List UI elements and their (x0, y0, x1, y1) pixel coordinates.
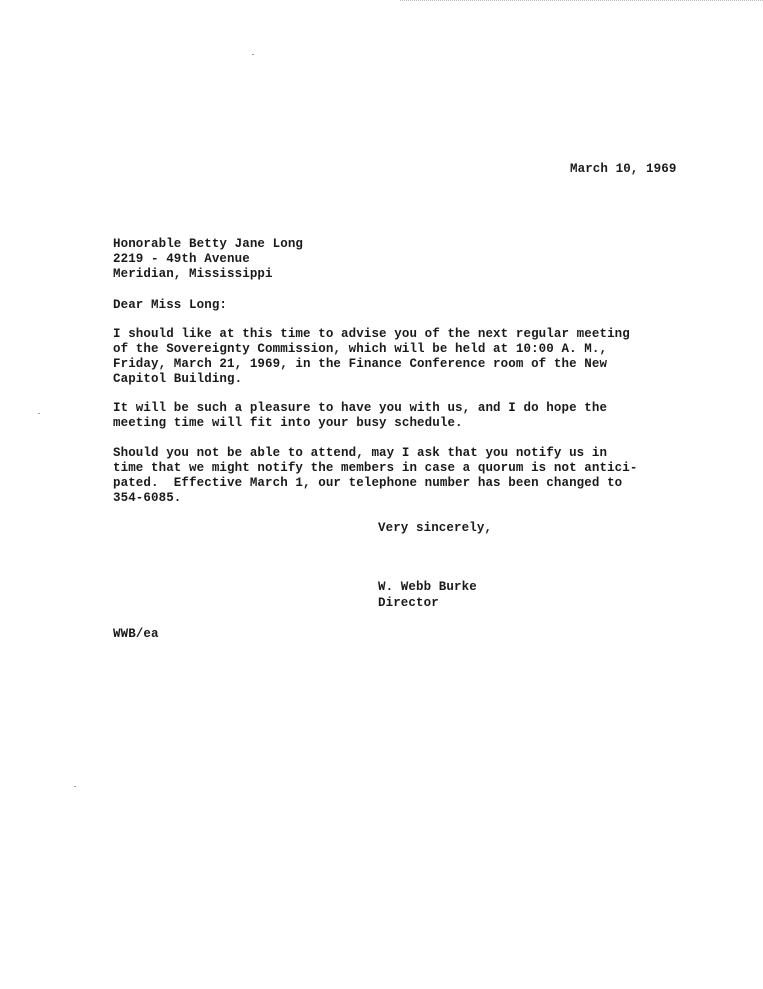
signer-title: Director (378, 596, 439, 610)
paragraph-3-line: Should you not be able to attend, may I ask that you notify us in (113, 446, 608, 460)
paragraph-1-line: I should like at this time to advise you of the next regular meeting (113, 327, 630, 341)
letter-date: March 10, 1969 (570, 162, 677, 176)
paragraph-1-line: Friday, March 21, 1969, in the Finance Conference room of the New (113, 357, 608, 371)
recipient-street: 2219 - 49th Avenue (113, 252, 250, 266)
scan-speck (38, 413, 40, 414)
page-edge-dots (400, 0, 763, 1)
recipient-city: Meridian, Mississippi (113, 267, 273, 281)
paragraph-2-line: meeting time will fit into your busy schedule. (113, 416, 463, 430)
salutation: Dear Miss Long: (113, 298, 228, 312)
paragraph-3-line: 354-6085. (113, 491, 182, 505)
signer-name: W. Webb Burke (378, 580, 477, 594)
paragraph-1-line: Capitol Building. (113, 372, 243, 386)
paragraph-1-line: of the Sovereignty Commission, which will be held at 10:00 A. M., (113, 342, 608, 356)
paragraph-2-line: It will be such a pleasure to have you with us, and I do hope the (113, 401, 608, 415)
paragraph-3-line: pated. Effective March 1, our telephone number has been changed to (113, 476, 623, 490)
scan-speck (74, 786, 76, 787)
closing: Very sincerely, (378, 521, 493, 535)
recipient-name: Honorable Betty Jane Long (113, 237, 304, 251)
reference-initials: WWB/ea (113, 627, 159, 641)
paragraph-3-line: time that we might notify the members in case a quorum is not antici- (113, 461, 638, 475)
scan-speck (252, 54, 254, 55)
